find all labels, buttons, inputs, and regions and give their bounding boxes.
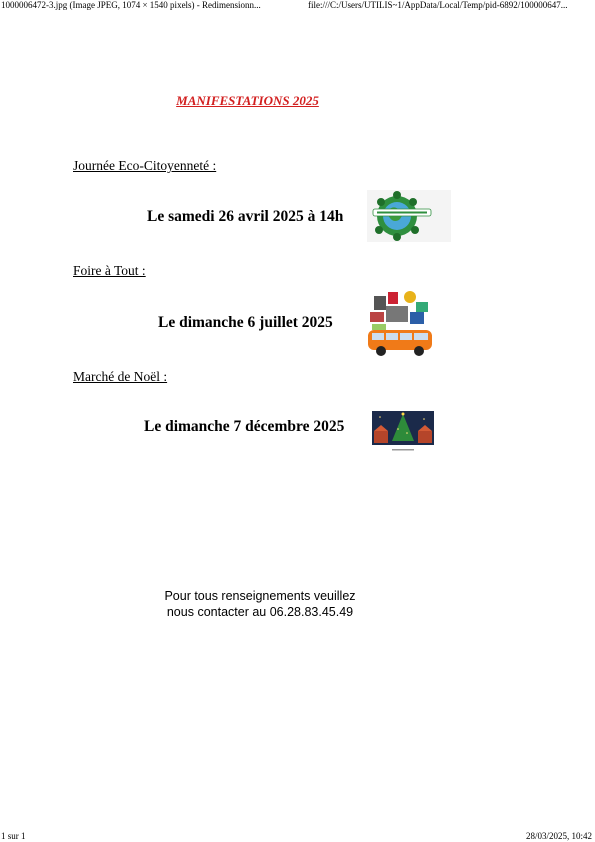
browser-footer-page: 1 sur 1 <box>1 831 26 841</box>
flea-market-van-icon <box>366 288 436 358</box>
event-date-eco: Le samedi 26 avril 2025 à 14h <box>147 208 344 225</box>
event-date-noel: Le dimanche 7 décembre 2025 <box>144 418 345 435</box>
page-title: MANIFESTATIONS 2025 <box>176 93 319 108</box>
christmas-market-icon <box>372 411 434 455</box>
eco-citizen-globe-icon <box>367 190 451 242</box>
event-label-foire: Foire à Tout : <box>73 263 146 278</box>
contact-line-1: Pour tous renseignements veuillez <box>164 589 356 603</box>
event-label-eco: Journée Eco-Citoyenneté : <box>73 158 217 173</box>
browser-header-url: file:///C:/Users/UTILIS~1/AppData/Local/Temp/pid-6892/100000647... <box>308 0 568 10</box>
event-label-noel: Marché de Noël : <box>73 369 168 384</box>
contact-line-2: nous contacter au 06.28.83.45.49 <box>166 605 354 619</box>
browser-footer-datetime: 28/03/2025, 10:42 <box>525 831 592 841</box>
browser-header-title: 1000006472-3.jpg (Image JPEG, 1074 × 1540 pixels) - Redimensionn... <box>1 0 261 10</box>
event-date-foire: Le dimanche 6 juillet 2025 <box>158 314 333 331</box>
